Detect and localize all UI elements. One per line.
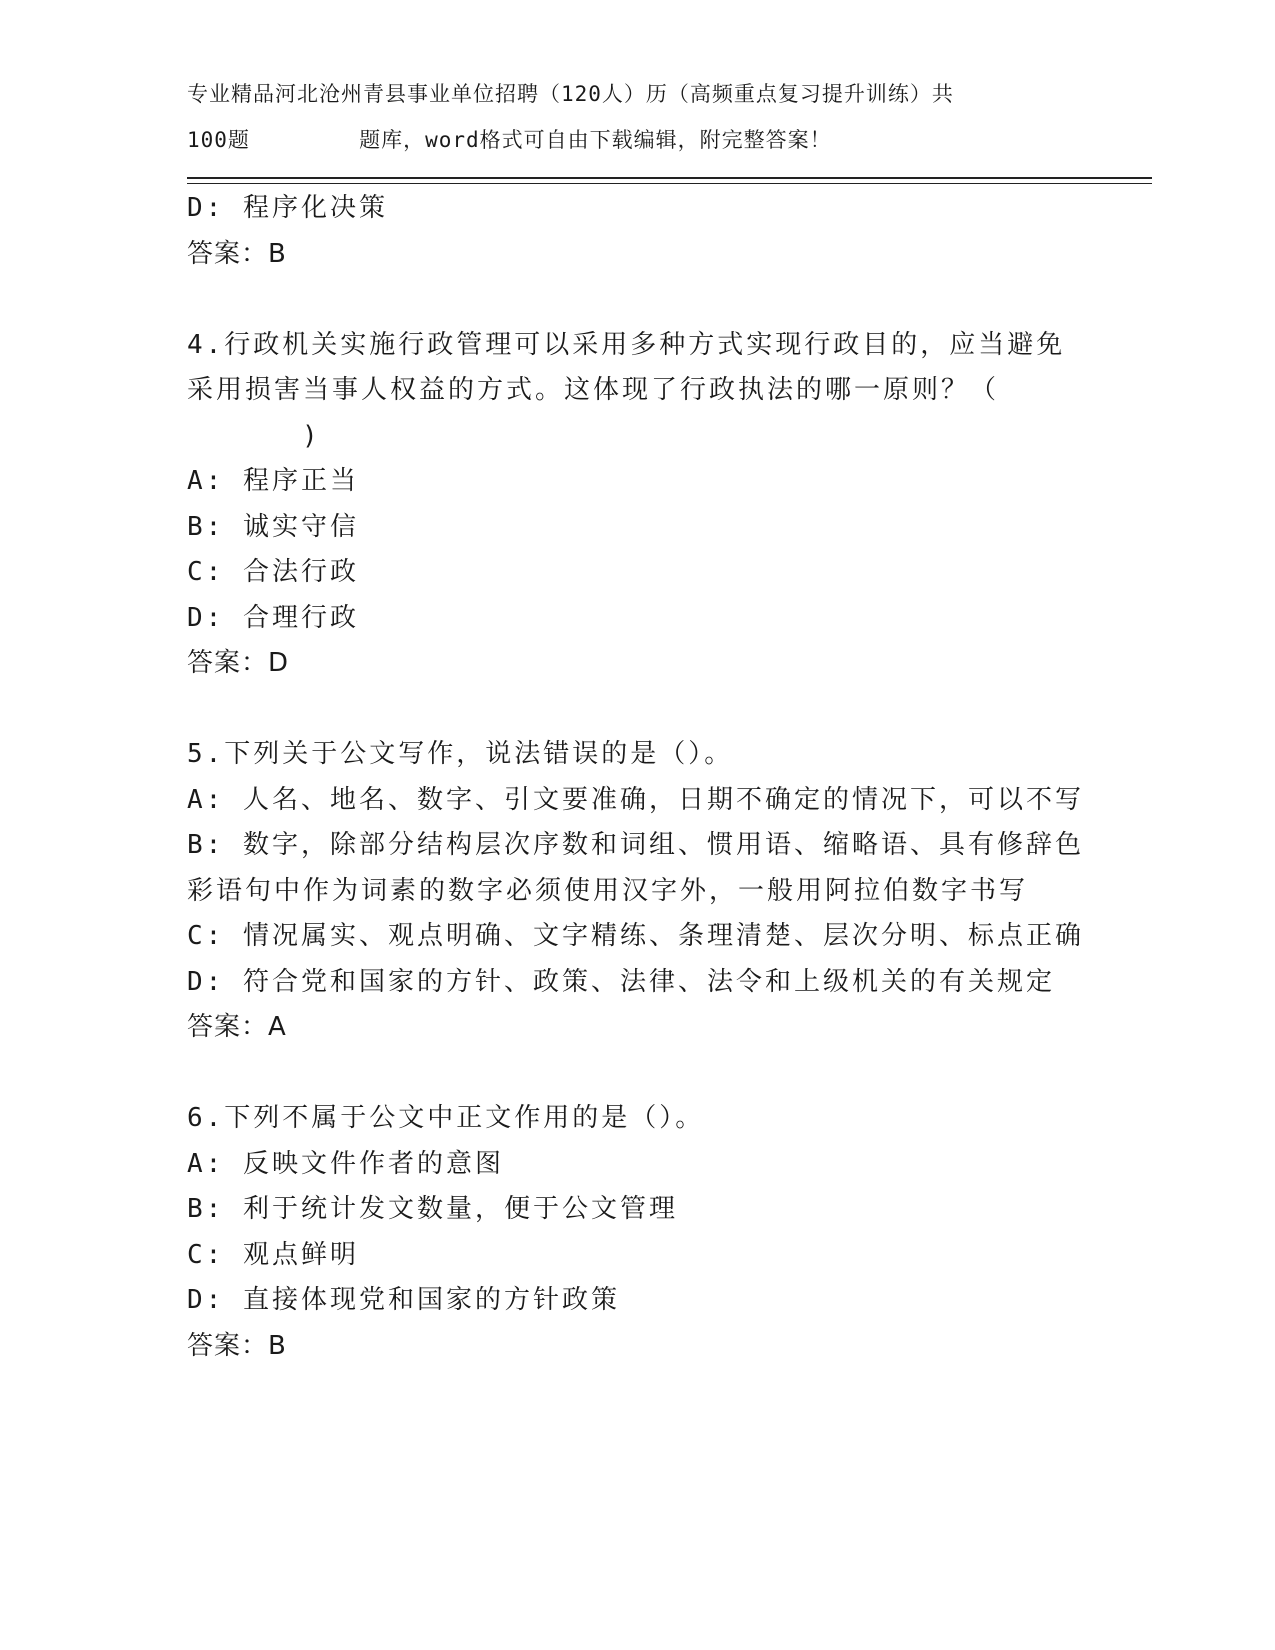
question-4-stem-line-2: 采用损害当事人权益的方式。这体现了行政执法的哪一原则？（ [187, 375, 1000, 405]
header-title-line-2: 100题 题库，word格式可自由下载编辑，附完整答案！ [187, 127, 832, 152]
header-divider-thin [187, 183, 1152, 184]
question-6-option-d: D: 直接体现党和国家的方针政策 [187, 1285, 620, 1315]
header-divider-thick [187, 177, 1152, 179]
question-5-option-b-line-2: 彩语句中作为词素的数字必须使用汉字外，一般用阿拉伯数字书写 [187, 875, 1029, 906]
spacer [187, 1051, 1087, 1097]
question-5-option-d: D: 符合党和国家的方针、政策、法律、法令和上级机关的有关规定 [187, 966, 1055, 997]
question-5-option-b-line-1: B: 数字，除部分结构层次序数和词组、惯用语、缩略语、具有修辞色 [187, 830, 1084, 860]
question-6-answer: 答案：B [187, 1330, 287, 1361]
question-4-option-b: B: 诚实守信 [187, 511, 359, 542]
question-4-option-d: D: 合理行政 [187, 602, 359, 633]
prev-question-option-d: D: 程序化决策 [187, 193, 388, 223]
question-6-option-c: C: 观点鲜明 [187, 1239, 359, 1270]
question-content [187, 186, 1087, 1369]
spacer [187, 277, 1087, 323]
question-6-option-a: A: 反映文件作者的意图 [187, 1148, 504, 1179]
question-5-option-c: C: 情况属实、观点明确、文字精练、条理清楚、层次分明、标点正确 [187, 921, 1084, 951]
prev-question-answer: 答案：B [187, 238, 287, 269]
question-4-option-c: C: 合法行政 [187, 557, 359, 587]
question-5-stem: 5.下列关于公文写作，说法错误的是（）。 [187, 739, 734, 769]
header-title-line-1: 专业精品河北沧州青县事业单位招聘（120人）历（高频重点复习提升训练）共 [187, 82, 954, 106]
question-6-stem: 6.下列不属于公文中正文作用的是（）。 [187, 1103, 705, 1133]
question-5-option-a: A: 人名、地名、数字、引文要准确，日期不确定的情况下，可以不写 [187, 784, 1084, 815]
spacer [187, 687, 1087, 733]
question-5-answer: 答案：A [187, 1012, 287, 1042]
question-6-option-b: B: 利于统计发文数量，便于公文管理 [187, 1194, 678, 1224]
page-header [187, 72, 1067, 163]
question-4-stem-line-3: ) [302, 420, 321, 451]
question-4-answer: 答案：D [187, 648, 290, 678]
question-4-option-a: A: 程序正当 [187, 466, 359, 496]
question-4-stem-line-1: 4.行政机关实施行政管理可以采用多种方式实现行政目的，应当避免 [187, 329, 1066, 360]
